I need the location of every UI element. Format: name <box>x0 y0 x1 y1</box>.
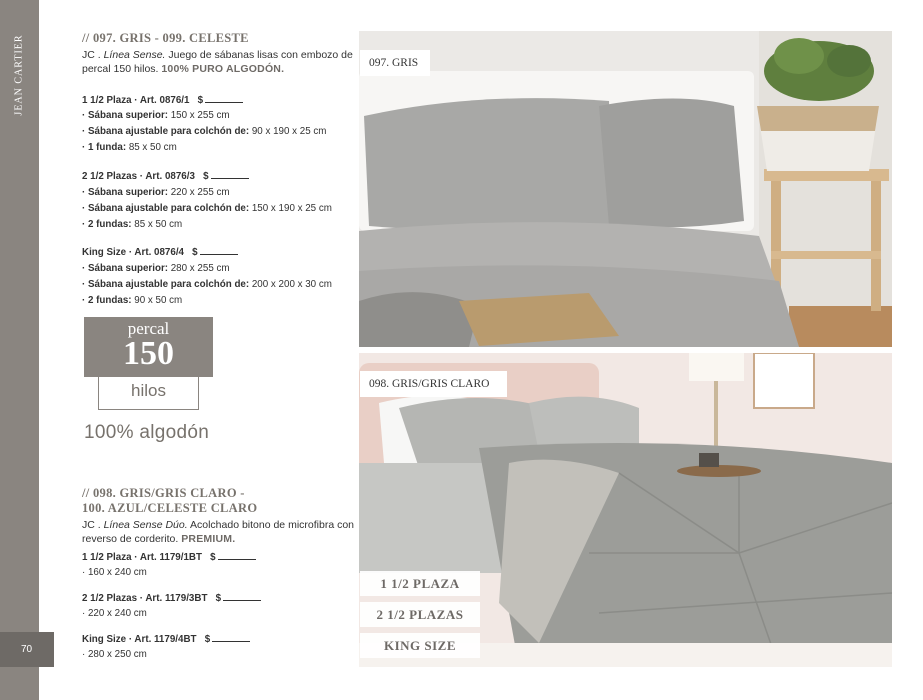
section2-heading-line2: 100. AZUL/CELESTE CLARO <box>82 501 258 515</box>
section1-heading: // 097. GRIS - 099. CELESTE <box>82 31 249 45</box>
spec-line: · Sábana ajustable para colchón de: 150 x 190 x 25 cm <box>82 203 332 214</box>
size-label-2-1-2-plazas: 2 1/2 PLAZAS <box>360 602 480 627</box>
price-blank <box>223 592 261 601</box>
spec-line: · Sábana superior: 280 x 255 cm <box>82 263 230 274</box>
bed-photo-gris <box>359 31 892 347</box>
material-label: 100% algodón <box>84 422 210 443</box>
price-blank <box>212 633 250 642</box>
product-title: 2 1/2 Plazas · Art. 1179/3BT $ <box>82 592 261 604</box>
spec-line: · 1 funda: 85 x 50 cm <box>82 142 177 153</box>
badge-number: 150 <box>123 335 174 372</box>
section2-intro: JC . Línea Sense Dúo. Acolchado bitono de microfibra con reverso de corderito. PREMIUM. <box>82 519 355 545</box>
section2-heading-line1: // 098. GRIS/GRIS CLARO - <box>82 486 245 500</box>
product-title: King Size · Art. 1179/4BT $ <box>82 633 250 645</box>
photo2-caption: 098. GRIS/GRIS CLARO <box>360 371 507 397</box>
product-title: 1 1/2 Plaza · Art. 1179/1BT $ <box>82 551 256 563</box>
photo1-caption: 097. GRIS <box>360 50 430 76</box>
product-title: King Size · Art. 0876/4 $ <box>82 246 238 258</box>
brand-label: JEAN CARTIER <box>13 34 25 116</box>
page-number: 70 <box>21 644 33 655</box>
spec-line: · Sábana ajustable para colchón de: 90 x 190 x 25 cm <box>82 126 327 137</box>
size-line: · 160 x 240 cm <box>82 567 147 578</box>
badge-unit: hilos <box>131 381 166 400</box>
section1-intro: JC . Línea Sense. Juego de sábanas lisas con embozo de percal 150 hilos. 100% PURO ALGODÓN. <box>82 49 353 75</box>
spec-line: · Sábana superior: 220 x 255 cm <box>82 187 230 198</box>
price-blank <box>218 551 256 560</box>
product-title: 1 1/2 Plaza · Art. 0876/1 $ <box>82 94 243 106</box>
spec-line: · 2 fundas: 85 x 50 cm <box>82 219 183 230</box>
size-label-1-1-2-plaza: 1 1/2 PLAZA <box>360 571 480 596</box>
spec-line: · 2 fundas: 90 x 50 cm <box>82 295 183 306</box>
page-number-box <box>0 632 54 667</box>
price-blank <box>211 170 249 179</box>
size-line: · 280 x 250 cm <box>82 649 147 660</box>
spec-line: · Sábana superior: 150 x 255 cm <box>82 110 230 121</box>
size-label-king-size: KING SIZE <box>360 633 480 658</box>
price-blank <box>200 246 238 255</box>
price-blank <box>205 94 243 103</box>
product-title: 2 1/2 Plazas · Art. 0876/3 $ <box>82 170 249 182</box>
spec-line: · Sábana ajustable para colchón de: 200 x 200 x 30 cm <box>82 279 332 290</box>
size-line: · 220 x 240 cm <box>82 608 147 619</box>
badge-word: percal <box>127 319 170 338</box>
